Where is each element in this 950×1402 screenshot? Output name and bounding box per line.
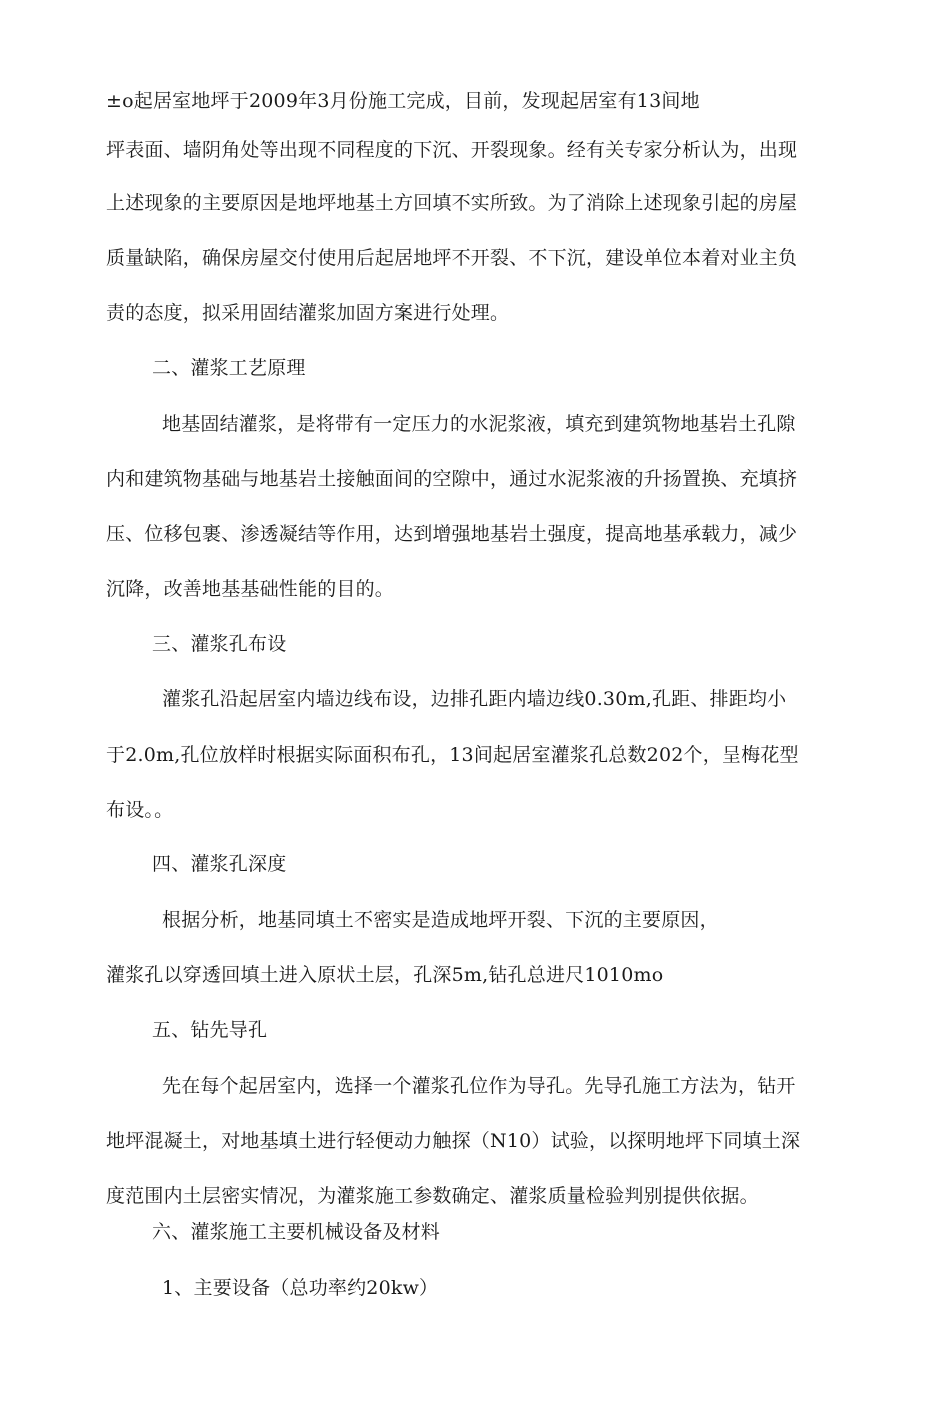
body-text-line: ±o起居室地坪于2009年3月份施工完成，目前，发现起居室有13间地 (106, 90, 700, 112)
section-heading: 四、灌浆孔深度 (152, 853, 287, 875)
section-heading: 二、灌浆工艺原理 (152, 357, 306, 379)
body-text-line: 度范围内土层密实情况，为灌浆施工参数确定、灌浆质量检验判别提供依据。 (106, 1185, 759, 1207)
section-heading: 五、钻先导孔 (152, 1019, 268, 1041)
body-text-line: 质量缺陷，确保房屋交付使用后起居地坪不开裂、不下沉，建设单位本着对业主负 (106, 247, 798, 269)
body-text-line: 上述现象的主要原因是地坪地基土方回填不实所致。为了消除上述现象引起的房屋 (106, 192, 798, 214)
body-text-line: 地坪混凝土，对地基填土进行轻便动力触探（N10）试验，以探明地坪下同填土深 (106, 1130, 801, 1152)
body-text-line: 内和建筑物基础与地基岩土接触面间的空隙中，通过水泥浆液的升扬置换、充填挤 (106, 468, 798, 490)
body-text-line: 责的态度，拟采用固结灌浆加固方案进行处理。 (106, 302, 510, 324)
body-text-line: 地基固结灌浆，是将带有一定压力的水泥浆液，填充到建筑物地基岩土孔隙 (162, 413, 796, 435)
body-text-line: 灌浆孔以穿透回填土进入原状土层，孔深5m,钻孔总进尺1010mo (106, 964, 664, 986)
section-heading: 六、灌浆施工主要机械设备及材料 (152, 1221, 441, 1243)
subsection-heading: 1、主要设备（总功率约20kw） (162, 1277, 439, 1299)
body-text-line: 灌浆孔沿起居室内墙边线布设，边排孔距内墙边线0.30m,孔距、排距均小 (162, 688, 787, 710)
body-text-line: 沉降，改善地基基础性能的目的。 (106, 578, 395, 600)
body-text-line: 根据分析，地基同填土不密实是造成地坪开裂、下沉的主要原因， (162, 909, 719, 931)
body-text-line: 先在每个起居室内，选择一个灌浆孔位作为导孔。先导孔施工方法为，钻开 (162, 1075, 796, 1097)
body-text-line: 布设。。 (106, 799, 174, 821)
body-text-line: 坪表面、墙阴角处等出现不同程度的下沉、开裂现象。经有关专家分析认为，出现 (106, 139, 798, 161)
section-heading: 三、灌浆孔布设 (152, 633, 287, 655)
body-text-line: 于2.0m,孔位放样时根据实际面积布孔，13间起居室灌浆孔总数202个，呈梅花型 (106, 744, 799, 766)
body-text-line: 压、位移包裹、渗透凝结等作用，达到增强地基岩土强度，提高地基承载力，减少 (106, 523, 798, 545)
